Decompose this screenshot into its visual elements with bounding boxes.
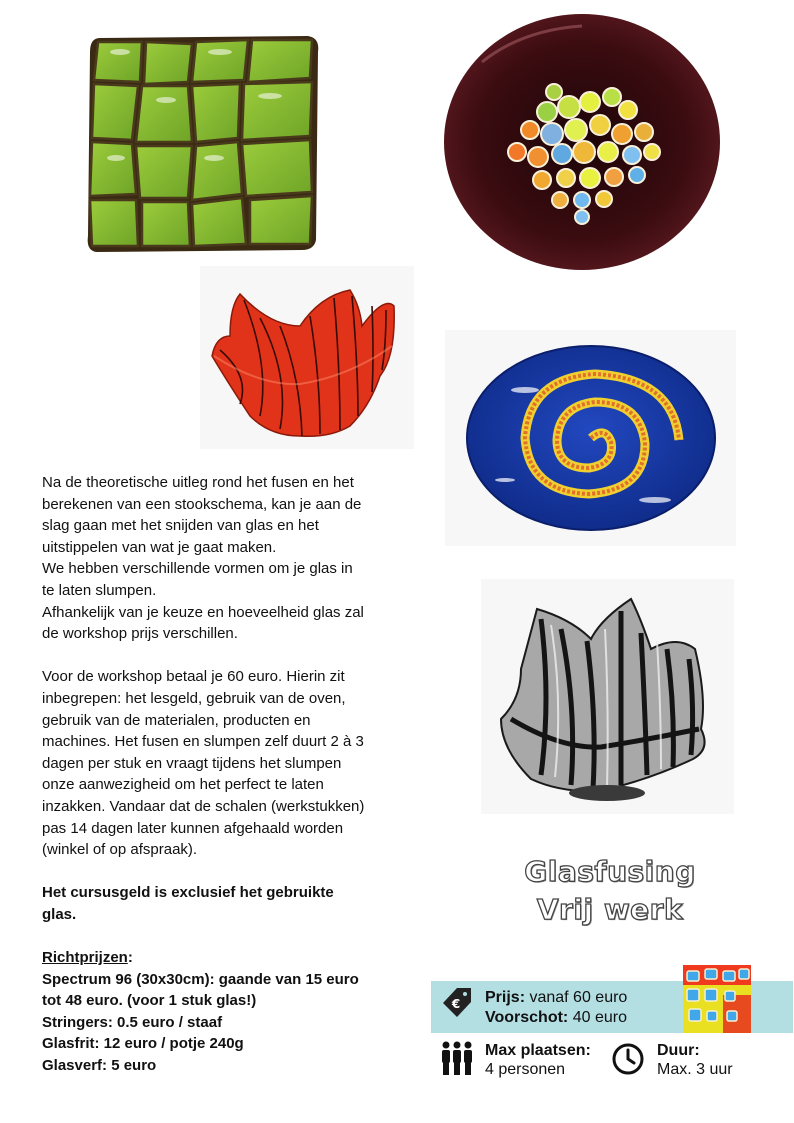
- price-tag-icon: [440, 986, 474, 1020]
- clock-icon: [611, 1042, 645, 1076]
- title-line-2: Vrij werk: [536, 893, 684, 926]
- duration-info: Duur: Max. 3 uur: [657, 1042, 733, 1078]
- title-line-1: Glasfusing: [524, 855, 696, 888]
- page-title: [505, 853, 715, 929]
- price-info: Prijs: vanaf 60 euro Voorschot: 40 euro: [485, 989, 628, 1026]
- green-square-plate-image: [80, 30, 325, 255]
- color-tile-thumbnail: [683, 965, 751, 1033]
- exclusive-note: Het cursusgeld is exclusief het gebruikte glas.: [42, 884, 334, 923]
- richtprijzen-heading: Richtprijzen: [42, 949, 128, 967]
- people-icon: [440, 1040, 474, 1078]
- workshop-paragraph: Voor de workshop betaal je 60 euro. Hierin zit inbegrepen: het lesgeld, gebruik van de oven, gebruik van de materialen, producten en machines. Het fusen en slumpen zelf duurt 2 à 3 dagen per stuk en vraagt tijdens het slumpen onze aanwezigheid om het perfect te laten inzakken. Vandaar dat de schalen (werkstukken) pas 14 dagen later kunnen afgehaald worden (winkel of op afspraak).: [42, 668, 365, 859]
- grey-vase-image: [481, 579, 734, 814]
- max-places-info: Max plaatsen: 4 personen: [485, 1042, 591, 1078]
- blue-spiral-plate-image: [445, 330, 736, 546]
- price-list: Richtprijzen: Spectrum 96 (30x30cm): gaande van 15 euro tot 48 euro. (voor 1 stuk glas!) Stringers: 0.5 euro / staaf Glasfrit: 12 euro / potje 240g Glasverf: 5 euro: [42, 949, 359, 1075]
- svg-text:€: €: [451, 997, 461, 1011]
- dots-bowl-image: [442, 12, 722, 272]
- intro-paragraph: Na de theoretische uitleg rond het fusen en het berekenen van een stookschema, kan je aan de slag gaan met het snijden van glas en het uitstippelen van wat je gaat maken. We hebben verschillende vormen om je glas in te laten slumpen. Afhankelijk van je keuze en hoeveelheid glas zal de workshop prijs verschillen.: [42, 474, 364, 643]
- red-vase-image: [200, 266, 414, 449]
- body-text: [42, 472, 402, 1077]
